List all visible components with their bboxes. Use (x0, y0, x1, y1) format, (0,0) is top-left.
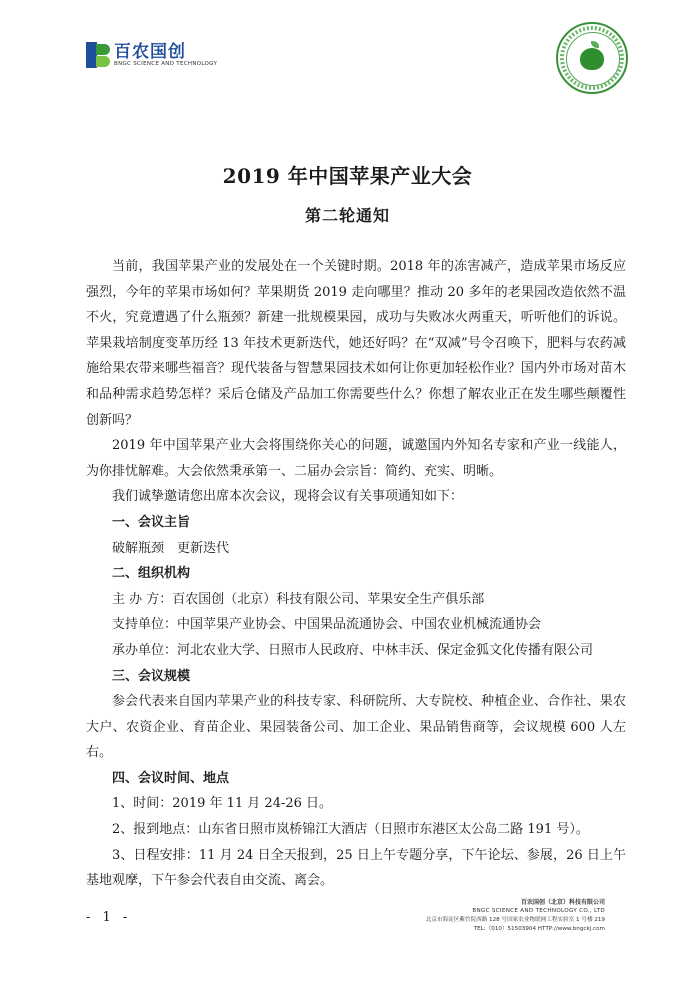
section-1-text: 破解瓶颈 更新迭代 (112, 540, 230, 556)
company-logo (86, 42, 217, 68)
organizer-line: 承办单位：河北农业大学、日照市人民政府、中林丰沃、保定金狐文化传播有限公司 (112, 642, 594, 658)
page-header (0, 0, 695, 100)
footer-company-cn: 百农国创（北京）科技有限公司 (520, 899, 605, 906)
section-2-heading: 二、组织机构 (112, 566, 191, 582)
section-4-heading: 四、会议时间、地点 (112, 770, 230, 786)
place-line: 2、报到地点：山东省日照市岚桥锦江大酒店（日照市东港区太公岛二路 191 号）。 (112, 822, 589, 838)
footer-address: 北京市海淀区紫竹院西路 128 号国家农业物联网工程实验室 1 号楼 219 (425, 917, 605, 923)
section-1-heading: 一、会议主旨 (112, 514, 191, 530)
apple-seal-icon (556, 22, 628, 94)
support-line: 支持单位：中国苹果产业协会、中国果品流通协会、中国农业机械流通协会 (112, 617, 542, 633)
host-line: 主 办 方：百农国创（北京）科技有限公司、苹果安全生产俱乐部 (112, 591, 485, 607)
footer-company-en: BNGC SCIENCE AND TECHNOLOGY CO., LTD (472, 908, 605, 914)
document-title: 2019 年中国苹果产业大会 (222, 164, 473, 188)
page-number: - 1 - (86, 910, 132, 925)
time-line: 1、时间：2019 年 11 月 24-26 日。 (112, 796, 333, 812)
section-3-heading: 三、会议规模 (112, 668, 191, 684)
footer-contact: TEL:（010）51503904 HTTP://www.bngckj.com (473, 926, 605, 932)
purpose-paragraph: 2019 年中国苹果产业大会将围绕你关心的问题，诚邀国内外知名专家和产业一线能人，为你排忧解难。大会依然秉承第一、二届办会宗旨：简约、充实、明晰。 (86, 438, 626, 479)
document-subtitle: 第二轮通知 (304, 206, 390, 225)
logo-chinese-name: 百农国创 (114, 41, 186, 62)
footer-company-info (345, 898, 605, 934)
document-body (86, 254, 626, 894)
logo-english-name: BNGC SCIENCE AND TECHNOLOGY (114, 60, 218, 67)
bngc-logo-icon (86, 42, 110, 68)
intro-paragraph: 当前，我国苹果产业的发展处在一个关键时期。2018 年的冻害减产，造成苹果市场反应强烈，今年的苹果市场如何？苹果期货 2019 走向哪里？推动 20 多年的老果园改造依然不温不火，究竟遭遇了什么瓶颈？新建一批规模果园，成功与失败冰火两重天，听听他们的诉说。苹果栽培制度变革历经 13 年技术更新迭代，她还好吗？在“双减”号令召唤下，肥料与农药减施给果农带来哪些福音？现代装备与智慧果园技术如何让你更加轻松作业？国内外市场对苗木和品种需求趋势怎样？采后仓储及产品加工你需要些什么？你想了解农业正在发生哪些颠覆性创新吗？ (86, 259, 626, 428)
section-3-text: 参会代表来自国内苹果产业的科技专家、科研院所、大专院校、种植企业、合作社、果农大户、农资企业、育苗企业、果园装备公司、加工企业、果品销售商等，会议规模 600 人左右。 (86, 694, 626, 761)
schedule-line: 3、日程安排：11 月 24 日全天报到，25 日上午专题分享，下午论坛、参展，26 日上午基地观摩，下午参会代表自由交流、离会。 (86, 847, 626, 889)
invite-paragraph: 我们诚挚邀请您出席本次会议，现将会议有关事项通知如下： (112, 489, 464, 505)
